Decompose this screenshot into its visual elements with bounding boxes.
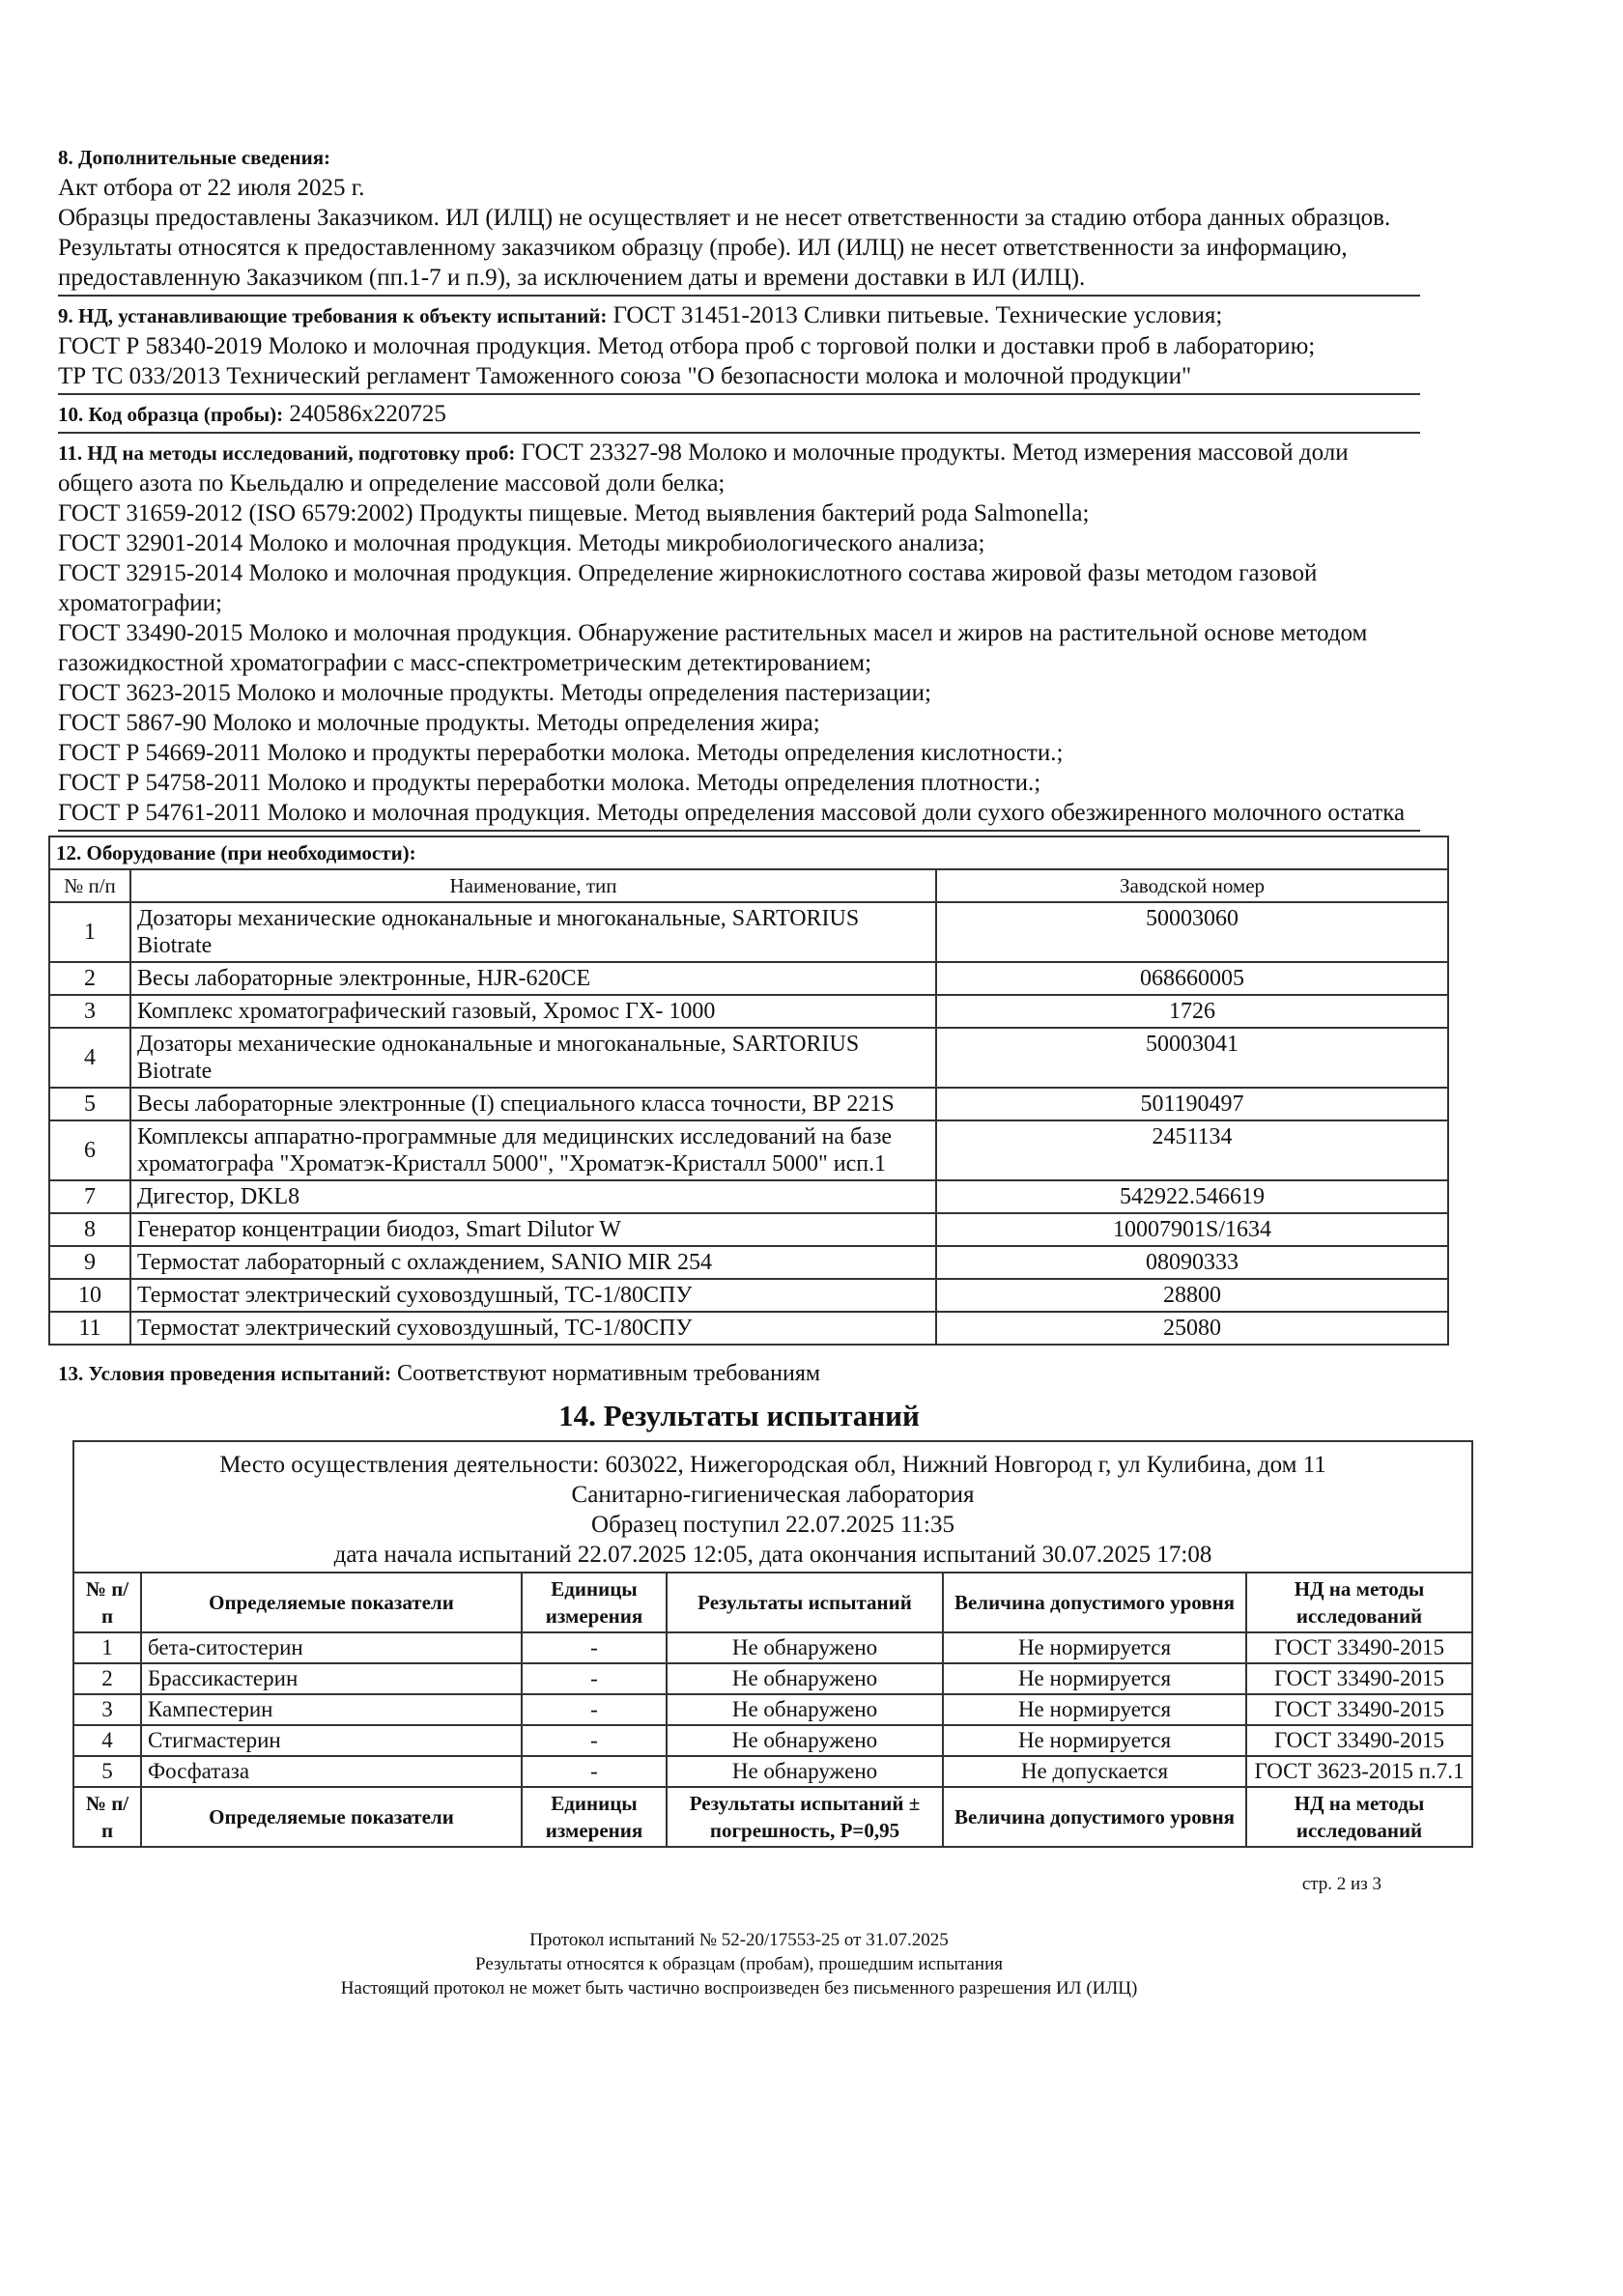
- row-number: 11: [49, 1312, 130, 1345]
- col-indicator: Определяемые показатели: [141, 1573, 522, 1632]
- result-row: [73, 1694, 1472, 1725]
- section-14-title: 14. Результаты испытаний: [558, 1399, 920, 1432]
- method-line: ГОСТ 23327-98 Молоко и молочные продукты. Метод измерения массовой доли общего азота по Кьельдалю и определение массовой доли белка;: [58, 439, 1349, 496]
- allowed-level: Не нормируется: [943, 1632, 1246, 1663]
- equipment-row: [49, 1120, 1448, 1180]
- serial-number: 25080: [936, 1312, 1448, 1345]
- equipment-row: [49, 1180, 1448, 1213]
- row-number: 2: [49, 962, 130, 995]
- test-dates: дата начала испытаний 22.07.2025 12:05, дата окончания испытаний 30.07.2025 17:08: [333, 1542, 1212, 1568]
- result-row: [73, 1756, 1472, 1787]
- section-9-line: ГОСТ Р 58340-2019 Молоко и молочная продукция. Метод отбора проб с торговой полки и доставки проб в лабораторию;: [58, 333, 1316, 359]
- result: Не обнаружено: [667, 1663, 943, 1694]
- sample-received: Образец поступил 22.07.2025 11:35: [591, 1512, 954, 1538]
- method-line: ГОСТ 33490-2015 Молоко и молочная продукция. Обнаружение растительных масел и жиров на растительной основе методом газожидкостной хроматографии с масс-спектрометрическим детектированием;: [58, 620, 1368, 676]
- allowed-level: Не нормируется: [943, 1725, 1246, 1756]
- section-13-title: 13. Условия проведения испытаний:: [58, 1362, 391, 1385]
- method: ГОСТ 33490-2015: [1246, 1632, 1472, 1663]
- col-serial: Заводской номер: [936, 869, 1448, 902]
- result: Не обнаружено: [667, 1632, 943, 1663]
- serial-number: 08090333: [936, 1246, 1448, 1279]
- units: -: [522, 1663, 667, 1694]
- method-line: ГОСТ 3623-2015 Молоко и молочные продукты. Методы определения пастеризации;: [58, 680, 932, 706]
- col-method: НД на методы исследований: [1246, 1787, 1472, 1847]
- serial-number: 542922.546619: [936, 1180, 1448, 1213]
- equipment-name: Весы лабораторные электронные, HJR-620CE: [130, 962, 936, 995]
- row-number: 2: [73, 1663, 141, 1694]
- equipment-row: [49, 902, 1448, 962]
- col-allowed: Величина допустимого уровня: [943, 1787, 1246, 1847]
- row-number: 3: [49, 995, 130, 1028]
- result-row: [73, 1663, 1472, 1694]
- allowed-level: Не нормируется: [943, 1694, 1246, 1725]
- section-11-title: 11. НД на методы исследований, подготовку проб:: [58, 441, 516, 465]
- footer-protocol: Протокол испытаний № 52-20/17553-25 от 31.07.2025: [529, 1930, 949, 1950]
- equipment-name: Генератор концентрации биодоз, Smart Dilutor W: [130, 1213, 936, 1246]
- row-number: 1: [73, 1632, 141, 1663]
- footer-note: Результаты относятся к образцам (пробам), прошедшим испытания: [475, 1954, 1003, 1974]
- col-units: Единицы измерения: [522, 1573, 667, 1632]
- col-number: № п/п: [49, 869, 130, 902]
- allowed-level: Не допускается: [943, 1756, 1246, 1787]
- method: ГОСТ 3623-2015 п.7.1: [1246, 1756, 1472, 1787]
- row-number: 1: [49, 902, 130, 962]
- equipment-table: [48, 836, 1449, 1346]
- equipment-name: Термостат электрический суховоздушный, ТС-1/80СПУ: [130, 1279, 936, 1312]
- col-allowed: Величина допустимого уровня: [943, 1573, 1246, 1632]
- equipment-name: Дигестор, DKL8: [130, 1180, 936, 1213]
- method-line: ГОСТ 32901-2014 Молоко и молочная продукция. Методы микробиологического анализа;: [58, 530, 985, 556]
- section-8-line: Образцы предоставлены Заказчиком. ИЛ (ИЛЦ) не осуществляет и не несет ответственности за стадию отбора данных образцов. Результаты относятся к предоставленному заказчиком образцу (пробе). ИЛ (ИЛЦ) не несет ответственности за информацию, предоставленную Заказчиком (пп.1-7 и п.9), за исключением даты и времени доставки в ИЛ (ИЛЦ).: [58, 205, 1391, 291]
- row-number: 4: [73, 1725, 141, 1756]
- section-13: [58, 1359, 1420, 1389]
- serial-number: 10007901S/1634: [936, 1213, 1448, 1246]
- section-8-line: Акт отбора от 22 июля 2025 г.: [58, 175, 365, 201]
- result-row: [73, 1725, 1472, 1756]
- equipment-name: Дозаторы механические одноканальные и многоканальные, SARTORIUS Biotrate: [130, 902, 936, 962]
- result: Не обнаружено: [667, 1756, 943, 1787]
- equipment-row: [49, 1028, 1448, 1088]
- units: -: [522, 1756, 667, 1787]
- units: -: [522, 1694, 667, 1725]
- indicator: Брассикастерин: [141, 1663, 522, 1694]
- serial-number: 50003041: [936, 1028, 1448, 1088]
- units: -: [522, 1725, 667, 1756]
- serial-number: 50003060: [936, 902, 1448, 962]
- col-name: Наименование, тип: [130, 869, 936, 902]
- method: ГОСТ 33490-2015: [1246, 1694, 1472, 1725]
- equipment-name: Дозаторы механические одноканальные и многоканальные, SARTORIUS Biotrate: [130, 1028, 936, 1088]
- lab-address: Место осуществления деятельности: 603022, Нижегородская обл, Нижний Новгород г, ул Кулибина, дом 11: [219, 1452, 1326, 1478]
- serial-number: 1726: [936, 995, 1448, 1028]
- row-number: 6: [49, 1120, 130, 1180]
- equipment-row: [49, 995, 1448, 1028]
- method-line: ГОСТ 31659-2012 (ISO 6579:2002) Продукты пищевые. Метод выявления бактерий рода Salmonella;: [58, 500, 1090, 526]
- col-result: Результаты испытаний: [667, 1573, 943, 1632]
- sample-code: 240586х220725: [289, 401, 446, 427]
- result: Не обнаружено: [667, 1694, 943, 1725]
- lab-name: Санитарно-гигиеническая лаборатория: [571, 1482, 975, 1508]
- col-number: № п/п: [73, 1573, 141, 1632]
- results-table: [72, 1440, 1473, 1848]
- equipment-row: [49, 1279, 1448, 1312]
- method-line: ГОСТ Р 54761-2011 Молоко и молочная продукция. Методы определения массовой доли сухого обезжиренного молочного остатка: [58, 800, 1406, 826]
- indicator: Фосфатаза: [141, 1756, 522, 1787]
- equipment-row: [49, 1088, 1448, 1120]
- page-number: стр. 2 из 3: [1301, 1874, 1381, 1894]
- result-row: [73, 1632, 1472, 1663]
- equipment-name: Термостат лабораторный с охлаждением, SANIO MIR 254: [130, 1246, 936, 1279]
- equipment-name: Термостат электрический суховоздушный, ТС-1/80СПУ: [130, 1312, 936, 1345]
- equipment-row: [49, 1246, 1448, 1279]
- row-number: 10: [49, 1279, 130, 1312]
- serial-number: 501190497: [936, 1088, 1448, 1120]
- equipment-row: [49, 1213, 1448, 1246]
- result: Не обнаружено: [667, 1725, 943, 1756]
- section-9: [58, 300, 1420, 395]
- section-12-title: 12. Оборудование (при необходимости):: [49, 836, 1448, 869]
- section-10-title: 10. Код образца (пробы):: [58, 403, 284, 426]
- equipment-row: [49, 1312, 1448, 1345]
- method-line: ГОСТ Р 54669-2011 Молоко и продукты переработки молока. Методы определения кислотности.;: [58, 740, 1064, 766]
- method: ГОСТ 33490-2015: [1246, 1725, 1472, 1756]
- col-number: № п/п: [73, 1787, 141, 1847]
- method-line: ГОСТ 32915-2014 Молоко и молочная продукция. Определение жирнокислотного состава жировой фазы методом газовой хроматографии;: [58, 560, 1318, 616]
- section-8: [58, 143, 1420, 297]
- results-header: [73, 1787, 1472, 1847]
- units: -: [522, 1632, 667, 1663]
- section-9-title: 9. НД, устанавливающие требования к объекту испытаний:: [58, 304, 608, 327]
- row-number: 3: [73, 1694, 141, 1725]
- footer-copy: Настоящий протокол не может быть частично воспроизведен без письменного разрешения ИЛ (ИЛЦ): [340, 1978, 1138, 1998]
- lab-info: [73, 1441, 1472, 1573]
- protocol-page: [56, 143, 1465, 2000]
- method-line: ГОСТ 5867-90 Молоко и молочные продукты. Методы определения жира;: [58, 710, 820, 736]
- serial-number: 2451134: [936, 1120, 1448, 1180]
- row-number: 7: [49, 1180, 130, 1213]
- col-method: НД на методы исследований: [1246, 1573, 1472, 1632]
- conditions-value: Соответствуют нормативным требованиям: [396, 1361, 821, 1386]
- row-number: 8: [49, 1213, 130, 1246]
- row-number: 9: [49, 1246, 130, 1279]
- equipment-name: Весы лабораторные электронные (I) специального класса точности, ВР 221S: [130, 1088, 936, 1120]
- equipment-name: Комплекс хроматографический газовый, Хромос ГХ- 1000: [130, 995, 936, 1028]
- col-result: Результаты испытаний ± погрешность, Р=0,95: [667, 1787, 943, 1847]
- indicator: бета-ситостерин: [141, 1632, 522, 1663]
- row-number: 5: [49, 1088, 130, 1120]
- allowed-level: Не нормируется: [943, 1663, 1246, 1694]
- equipment-row: [49, 962, 1448, 995]
- indicator: Кампестерин: [141, 1694, 522, 1725]
- section-9-line: ГОСТ 31451-2013 Сливки питьевые. Технические условия;: [612, 302, 1223, 328]
- serial-number: 068660005: [936, 962, 1448, 995]
- row-number: 4: [49, 1028, 130, 1088]
- col-indicator: Определяемые показатели: [141, 1787, 522, 1847]
- section-11: [58, 438, 1420, 832]
- results-header: [73, 1573, 1472, 1632]
- indicator: Стигмастерин: [141, 1725, 522, 1756]
- section-9-line: ТР ТС 033/2013 Технический регламент Таможенного союза "О безопасности молока и молочной продукции": [58, 363, 1192, 389]
- section-8-title: 8. Дополнительные сведения:: [58, 146, 331, 169]
- serial-number: 28800: [936, 1279, 1448, 1312]
- method-line: ГОСТ Р 54758-2011 Молоко и продукты переработки молока. Методы определения плотности.;: [58, 770, 1041, 796]
- footer: [58, 1928, 1420, 2000]
- col-units: Единицы измерения: [522, 1787, 667, 1847]
- equipment-name: Комплексы аппаратно-программные для медицинских исследований на базе хроматографа "Хроматэк-Кристалл 5000", "Хроматэк-Кристалл 5000" исп.1: [130, 1120, 936, 1180]
- method: ГОСТ 33490-2015: [1246, 1663, 1472, 1694]
- row-number: 5: [73, 1756, 141, 1787]
- section-10: [58, 399, 1420, 434]
